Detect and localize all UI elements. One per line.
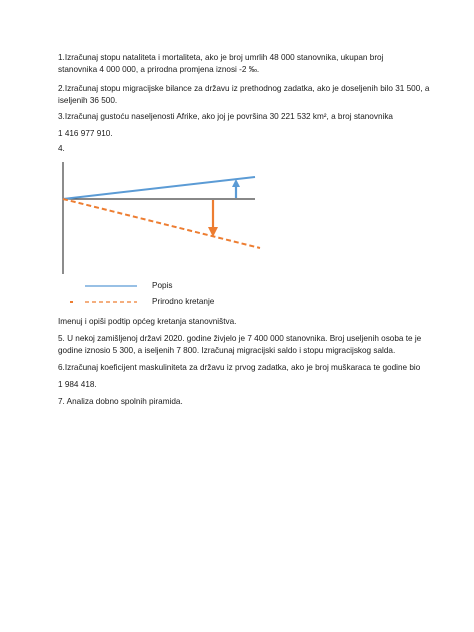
question-1-line-2: stanovnika 4 000 000, a prirodna promjena iznosi -2 ‰. xyxy=(58,65,260,74)
question-1-line-1: 1.Izračunaj stopu nataliteta i mortaliteta, ako je broj umrlih 48 000 stanovnika, ukupan broj xyxy=(58,53,384,62)
popis-line xyxy=(63,177,255,199)
question-3-continued xyxy=(58,128,430,140)
question-5-line-2: godine iznosio 5 300, a iseljenih 7 800. Izračunaj migracijski saldo i stopu migracijskog salda. xyxy=(58,346,396,355)
question-3 xyxy=(58,111,430,123)
legend-label-prirodno-kretanje: Prirodno kretanje xyxy=(152,297,215,306)
question-6-line-2: 1 984 418. xyxy=(58,380,97,389)
question-3-line-2: 1 416 977 910. xyxy=(58,129,113,138)
question-2-line-1: 2.Izračunaj stopu migracijske bilance za državu iz prethodnog zadatka, ako je doseljenih bilo 31 500, a xyxy=(58,84,430,93)
question-2-line-2: iseljenih 36 500. xyxy=(58,96,118,105)
question-5-line-1: 5. U nekoj zamišljenoj državi 2020. godine živjelo je 7 400 000 stanovnika. Broj useljenih osoba te je xyxy=(58,334,422,343)
prirodno-kretanje-line xyxy=(63,199,260,248)
question-4-label: 4. xyxy=(58,144,65,153)
question-3-line-1: 3.Izračunaj gustoću naseljenosti Afrike, ako joj je površina 30 221 532 km², a broj stanovnika xyxy=(58,112,393,121)
question-6-continued xyxy=(58,379,430,391)
question-1 xyxy=(58,52,430,76)
question-7-text: 7. Analiza dobno spolnih piramida. xyxy=(58,397,183,406)
question-7 xyxy=(58,396,430,408)
legend-prirodno-dot xyxy=(70,301,73,303)
question-4-text: Imenuj i opiši podtip općeg kretanja stanovništva. xyxy=(58,317,237,326)
population-diagram xyxy=(50,160,280,315)
legend-label-popis: Popis xyxy=(152,281,173,290)
question-6-line-1: 6.Izračunaj koeficijent maskuliniteta za državu iz prvog zadatka, ako je broj muškaraca te godine bio xyxy=(58,363,421,372)
question-4-number xyxy=(58,143,430,155)
question-2 xyxy=(58,83,430,107)
question-6 xyxy=(58,362,430,374)
question-4-task xyxy=(58,316,430,328)
question-5 xyxy=(58,333,430,357)
